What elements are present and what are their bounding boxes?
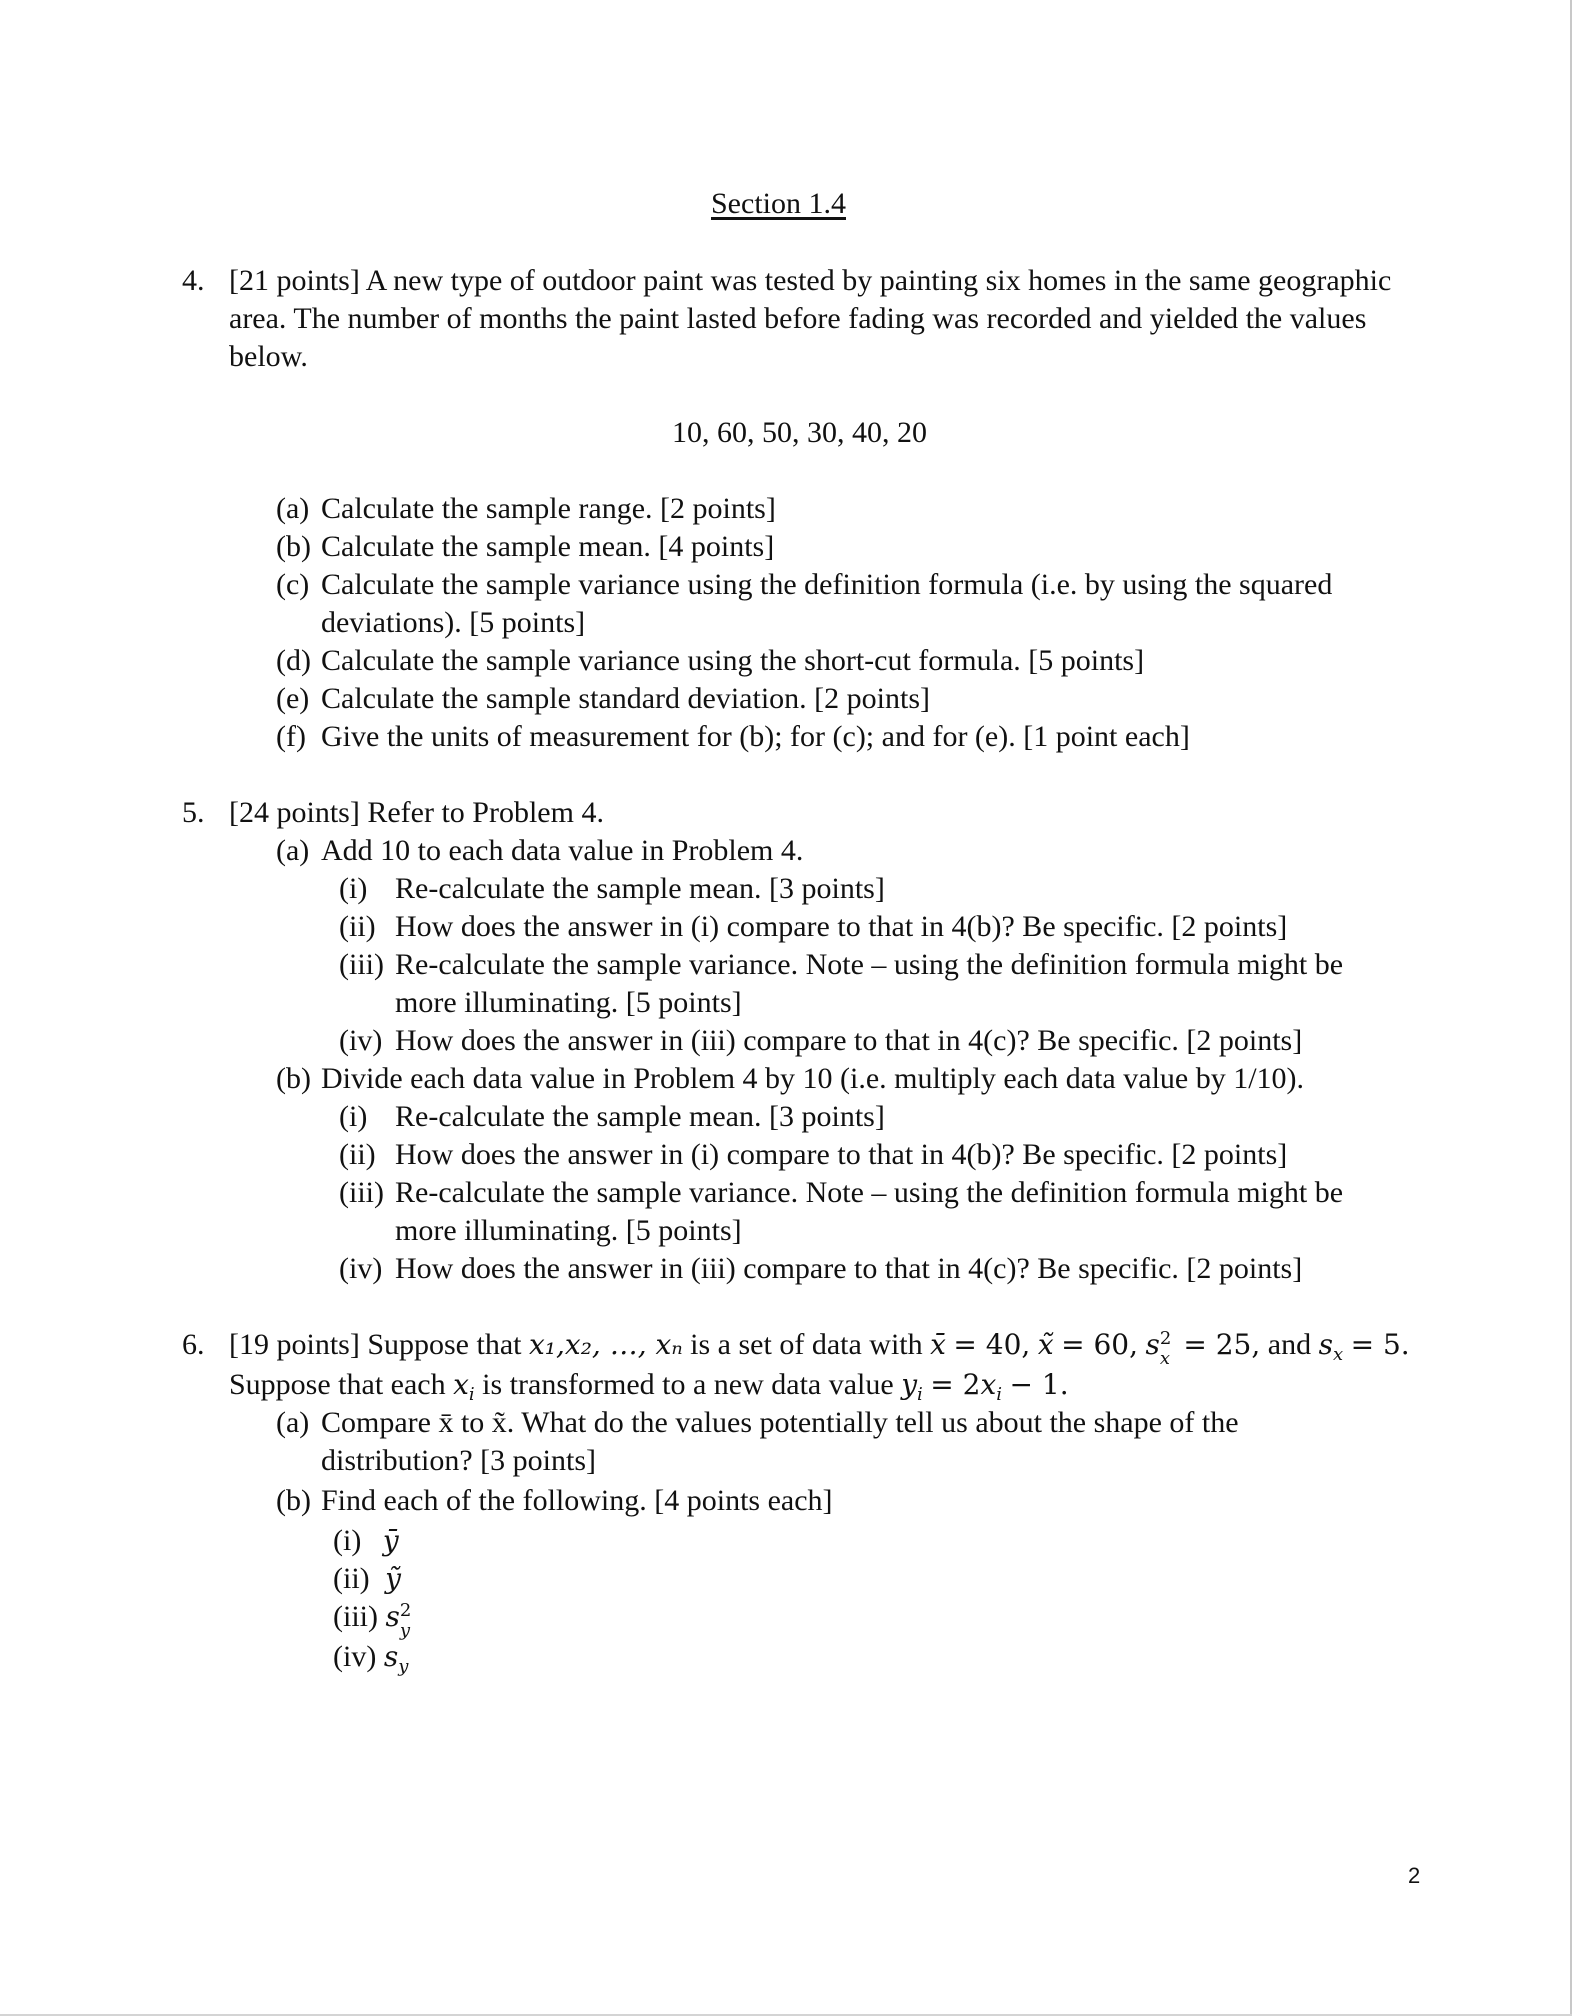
q5-b-item-iii-text-cont: more illuminating. [5 points] xyxy=(395,1214,742,1247)
q6-sd-value: = 5. xyxy=(1350,1328,1410,1361)
q6-b-item-ii-label: (ii) xyxy=(333,1562,370,1595)
q6-transform-xi: $x_i$ xyxy=(980,1368,1003,1405)
q5-a-item-iii-label: (iii) xyxy=(339,948,384,981)
q6-ytilde-symbol: ỹ xyxy=(385,1562,401,1595)
q5-part-a-text: Add 10 to each data value in Problem 4. xyxy=(321,834,804,867)
q6-mid: is a set of data with xyxy=(682,1328,931,1361)
q6-part-a-label: (a) xyxy=(276,1406,310,1439)
q5-b-item-iii-label: (iii) xyxy=(339,1176,384,1209)
q6-b-item-i-label: (i) xyxy=(333,1524,362,1557)
q6-ybar-symbol: ȳ xyxy=(382,1524,399,1557)
q6-sy-symbol: $s_y$ xyxy=(383,1640,409,1677)
q4-part-d-label: (d) xyxy=(276,644,311,677)
q5-b-item-ii-label: (ii) xyxy=(339,1138,376,1171)
q4-part-a-label: (a) xyxy=(276,492,310,525)
q5-b-item-iv-text: How does the answer in (iii) compare to that in 4(c)? Be specific. [2 points] xyxy=(395,1252,1303,1285)
q4-part-f-text: Give the units of measurement for (b); for (c); and for (e). [1 point each] xyxy=(321,720,1190,753)
q5-a-item-ii-label: (ii) xyxy=(339,910,376,943)
q6-part-b-text: Find each of the following. [4 points each] xyxy=(321,1484,833,1517)
q6-and: and xyxy=(1267,1328,1312,1361)
q4-part-c-text-cont: deviations). [5 points] xyxy=(321,606,586,639)
q4-part-e-text: Calculate the sample standard deviation. [2 points] xyxy=(321,682,930,715)
section-title: Section 1.4 xyxy=(711,187,846,220)
q5-a-item-iv-label: (iv) xyxy=(339,1024,383,1057)
q6-part-b-label: (b) xyxy=(276,1484,311,1517)
q5-b-item-i-text: Re-calculate the sample mean. [3 points] xyxy=(395,1100,885,1133)
q6-variance-symbol: s 2 x xyxy=(1145,1328,1172,1369)
q4-number: 4. xyxy=(182,264,205,297)
q6-part-a-text: Compare x̄ to x̃. What do the values potentially tell us about the shape of the xyxy=(321,1406,1239,1439)
q6-number: 6. xyxy=(182,1328,205,1361)
q5-text-line1: [24 points] Refer to Problem 4. xyxy=(229,796,604,829)
q5-a-item-ii-text: How does the answer in (i) compare to that in 4(b)? Be specific. [2 points] xyxy=(395,910,1288,943)
page-number: 2 xyxy=(1408,1863,1421,1888)
q4-part-f-label: (f) xyxy=(276,720,306,753)
q4-part-c-label: (c) xyxy=(276,568,310,601)
q6-line2-a: Suppose that each xyxy=(229,1368,454,1401)
q6-xtilde-value: = 60, xyxy=(1061,1328,1138,1361)
q6-sd-symbol: $s_x$ xyxy=(1318,1328,1344,1365)
q5-part-b-text: Divide each data value in Problem 4 by 10 (i.e. multiply each data value by 1/10). xyxy=(321,1062,1305,1095)
q4-part-d-text: Calculate the sample variance using the short-cut formula. [5 points] xyxy=(321,644,1145,677)
q5-part-b-label: (b) xyxy=(276,1062,311,1095)
q6-b-item-iv xyxy=(333,1638,408,1686)
q6-b-item-iii-label: (iii) xyxy=(333,1600,378,1633)
q5-b-item-i-label: (i) xyxy=(339,1100,368,1133)
q4-text-line3: below. xyxy=(229,340,308,373)
q6-transform-eq: = 2 xyxy=(930,1368,981,1401)
q6-b-item-ii xyxy=(333,1560,401,1598)
q5-part-a-label: (a) xyxy=(276,834,310,867)
q5-b-item-ii-text: How does the answer in (i) compare to that in 4(b)? Be specific. [2 points] xyxy=(395,1138,1288,1171)
q6-b-item-iii xyxy=(333,1598,416,1641)
q5-b-item-iii-text: Re-calculate the sample variance. Note – using the definition formula might be xyxy=(395,1176,1344,1209)
q6-part-a-text-cont: distribution? [3 points] xyxy=(321,1444,596,1477)
q6-yi-symbol: $y_i$ xyxy=(901,1368,923,1405)
q6-b-item-i xyxy=(333,1522,399,1560)
q5-a-item-iii-text-cont: more illuminating. [5 points] xyxy=(395,986,742,1019)
q4-part-e-label: (e) xyxy=(276,682,310,715)
q4-data-values: 10, 60, 50, 30, 40, 20 xyxy=(672,416,927,449)
q5-a-item-i-text: Re-calculate the sample mean. [3 points] xyxy=(395,872,885,905)
q6-line2-b: is transformed to a new data value xyxy=(474,1368,902,1401)
q4-part-b-text: Calculate the sample mean. [4 points] xyxy=(321,530,775,563)
q6-variance-value: = 25, xyxy=(1183,1328,1261,1361)
q6-xtilde-symbol: x̃ xyxy=(1037,1328,1054,1361)
q5-a-item-i-label: (i) xyxy=(339,872,368,905)
q6-sequence: x₁,x₂, …, xₙ xyxy=(529,1328,683,1361)
q5-a-item-iv-text: How does the answer in (iii) compare to that in 4(c)? Be specific. [2 points] xyxy=(395,1024,1303,1057)
q6-xbar-symbol: x̄ xyxy=(930,1328,946,1361)
q6-xbar-value: = 40, xyxy=(953,1328,1031,1361)
q5-number: 5. xyxy=(182,796,205,829)
q4-part-c-text: Calculate the sample variance using the definition formula (i.e. by using the squared xyxy=(321,568,1333,601)
q6-transform-minus: − 1. xyxy=(1009,1368,1069,1401)
q4-part-b-label: (b) xyxy=(276,530,311,563)
q6-sy2-symbol: s 2 y xyxy=(385,1600,412,1641)
q5-a-item-iii-text: Re-calculate the sample variance. Note – using the definition formula might be xyxy=(395,948,1344,981)
q6-xi-symbol: $x_i$ xyxy=(453,1368,475,1405)
q6-intro: [19 points] Suppose that xyxy=(229,1328,529,1361)
q4-part-a-text: Calculate the sample range. [2 points] xyxy=(321,492,776,525)
q4-text-line2: area. The number of months the paint lasted before fading was recorded and yielded the values xyxy=(229,302,1367,335)
q5-b-item-iv-label: (iv) xyxy=(339,1252,383,1285)
q4-text-line1: [21 points] A new type of outdoor paint was tested by painting six homes in the same geographic xyxy=(229,264,1392,297)
q6-b-item-iv-label: (iv) xyxy=(333,1640,377,1673)
